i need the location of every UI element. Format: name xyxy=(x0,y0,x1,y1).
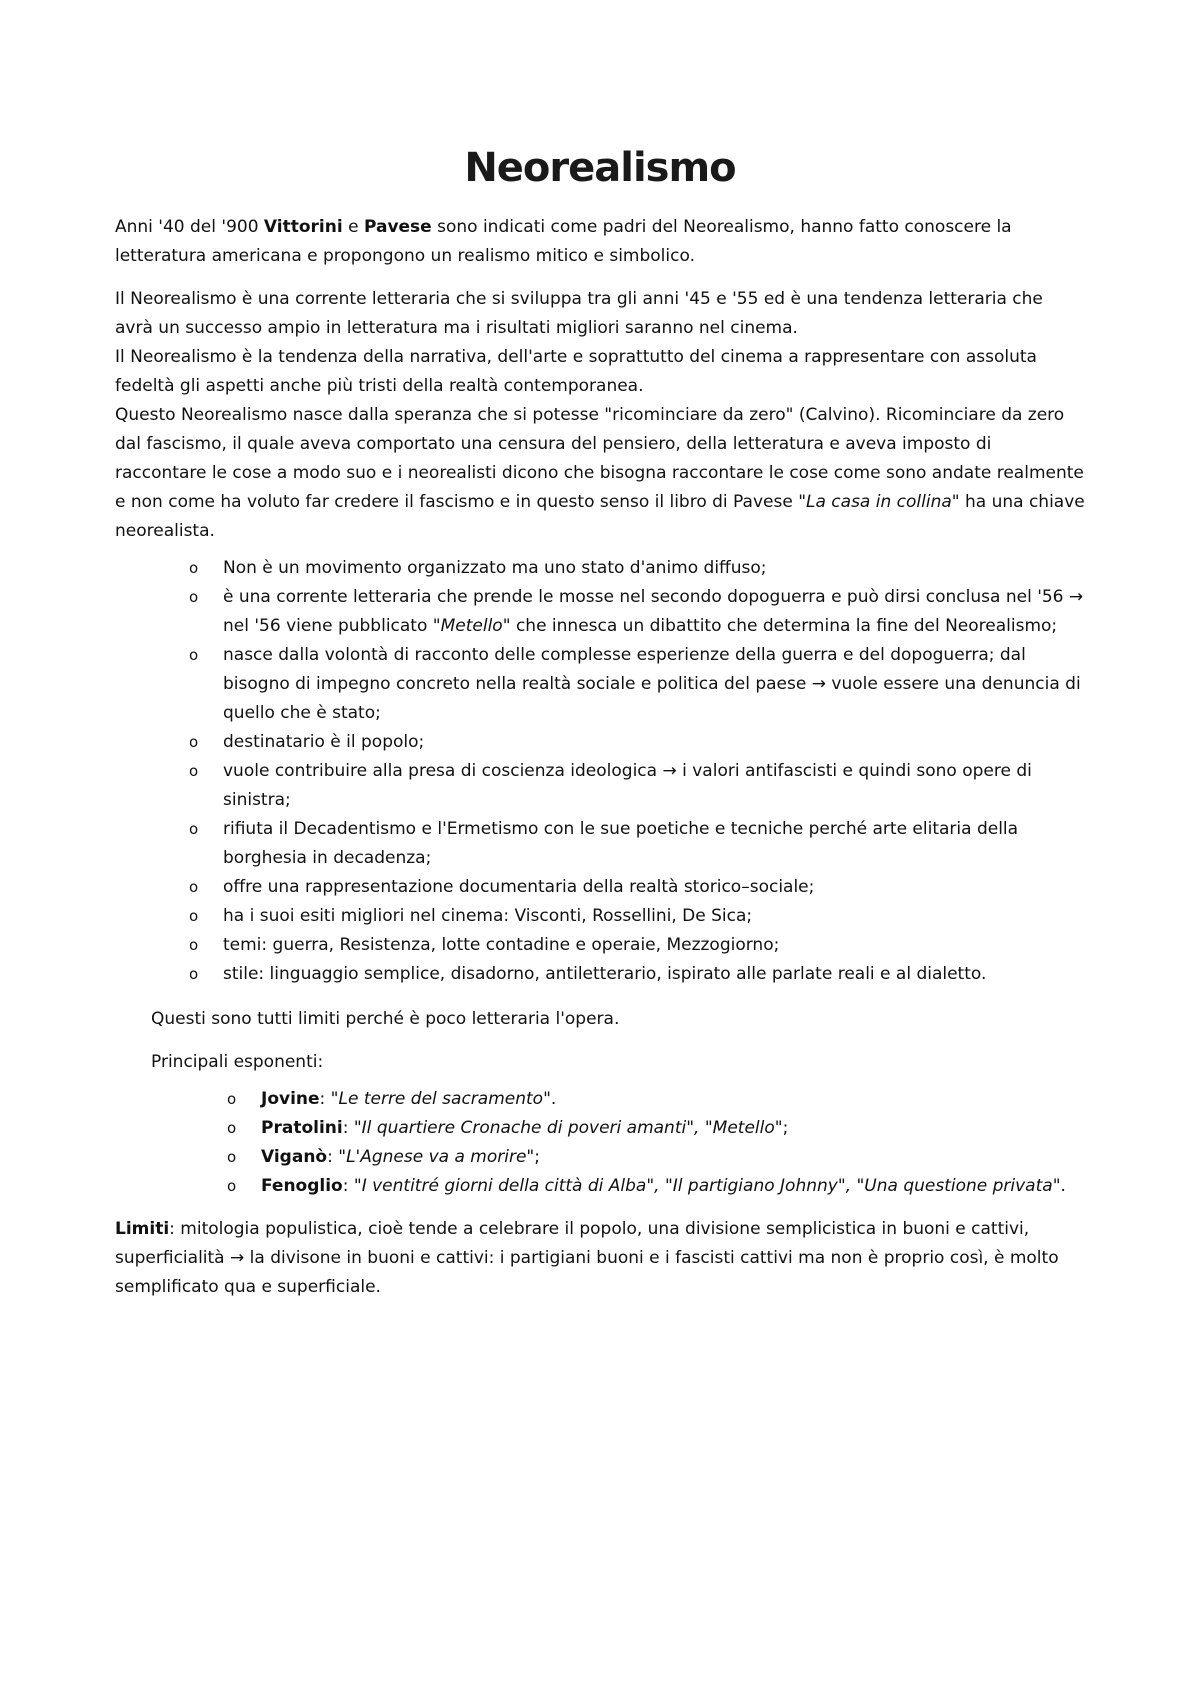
document-page xyxy=(115,145,1085,1302)
bullet-marker: o xyxy=(189,559,199,577)
list-item-text: Non è un movimento organizzato ma uno stato d'animo diffuso; xyxy=(223,558,767,578)
author-sep: : " xyxy=(327,1147,347,1167)
page-title: Neorealismo xyxy=(464,145,736,191)
author-sep: : " xyxy=(342,1118,362,1138)
list-item xyxy=(189,873,1085,902)
list-item-text: temi: guerra, Resistenza, lotte contadine e operaie, Mezzogiorno; xyxy=(223,935,780,955)
bullet-marker: o xyxy=(189,820,199,838)
author-end: "; xyxy=(774,1118,789,1138)
author-name: Viganò xyxy=(261,1147,328,1167)
author-name: Jovine xyxy=(261,1089,320,1109)
bullet-marker: o xyxy=(189,878,199,896)
limits-text: : mitologia populistica, cioè tende a celebrare il popolo, una divisione semplicistica in buoni e cattivi, superficialità → la divisone in buoni e cattivi: i partigiani buoni e i fascisti cattivi ma non è proprio così, è molto semplificato qua e superficiale. xyxy=(115,1219,1059,1297)
bullet-marker: o xyxy=(189,733,199,751)
list-item-text: vuole contribuire alla presa di coscienza ideologica → i valori antifascisti e quindi sono opere di sinistra; xyxy=(223,761,1032,810)
author-pavese: Pavese xyxy=(363,217,432,237)
author-name: Fenoglio xyxy=(261,1176,343,1196)
list-item-text: destinatario è il popolo; xyxy=(223,732,425,752)
author-end: ". xyxy=(543,1089,557,1109)
author-sep: : " xyxy=(342,1176,362,1196)
list-item xyxy=(189,757,1085,815)
list-item-text: ha i suoi esiti migliori nel cinema: Visconti, Rossellini, De Sica; xyxy=(223,906,753,926)
list-item-text: stile: linguaggio semplice, disadorno, antiletterario, ispirato alle parlate reali e al dialetto. xyxy=(223,964,987,984)
author-vittorini: Vittorini xyxy=(263,217,343,237)
author-name: Pratolini xyxy=(261,1118,343,1138)
author-end: "; xyxy=(526,1147,540,1167)
bullet-marker: o xyxy=(227,1090,237,1108)
list-item-text: offre una rappresentazione documentaria della realtà storico–sociale; xyxy=(223,877,815,897)
list-item-text: nasce dalla volontà di racconto delle complesse esperienze della guerra e del dopoguerra; dal bisogno di impegno concreto nella realtà sociale e politica del paese → vuole essere una denuncia di quello che è stato; xyxy=(223,645,1081,723)
list-item-text: rifiuta il Decadentismo e l'Ermetismo con le sue poetiche e tecniche perché arte elitaria della borghesia in decadenza; xyxy=(223,819,1019,868)
author-works: Le terre del sacramento xyxy=(338,1089,544,1109)
bullet-marker: o xyxy=(189,907,199,925)
list-item xyxy=(189,960,1085,989)
list-item xyxy=(189,583,1085,641)
bullet-marker: o xyxy=(189,646,199,664)
list-item xyxy=(189,641,1085,728)
intro-paragraph xyxy=(115,213,1085,271)
list-item xyxy=(189,931,1085,960)
bullet-marker: o xyxy=(189,762,199,780)
author-sep: : " xyxy=(319,1089,339,1109)
body-line-2: Il Neorealismo è la tendenza della narrativa, dell'arte e soprattutto del cinema a rappresentare con assoluta fedeltà gli aspetti anche più tristi della realtà contemporanea. xyxy=(115,347,1037,396)
author-item xyxy=(227,1085,1085,1114)
authors-list xyxy=(115,1085,1085,1201)
intro-text: sono indicati come padri del Neorealismo, hanno fatto conoscere la letteratura americana e propongono un realismo mitico e simbolico. xyxy=(115,217,1012,266)
author-item xyxy=(227,1172,1085,1201)
author-works: I ventitré giorni della città di Alba", "Il partigiano Johnny", "Una questione privata xyxy=(361,1176,1053,1196)
list-item xyxy=(189,728,1085,757)
bullet-marker: o xyxy=(227,1177,237,1195)
intro-text: Anni '40 del '900 xyxy=(115,217,264,237)
limits-label: Limiti xyxy=(115,1219,170,1239)
body-text: Questo Neorealismo nasce dalla speranza che si potesse "ricominciare da zero" (Calvino). Ricominciare da zero dal fascismo, il quale aveva comportato una censura del pensiero, della letteratura e aveva imposto di raccontare le cose a modo suo e i neorealisti dicono che bisogna raccontare le cose come sono andate realmente e non come ha voluto far credere il fascismo e in questo senso il libro di Pavese " xyxy=(115,405,1084,512)
book-title: La casa in collina xyxy=(806,492,952,512)
bullet-marker: o xyxy=(189,936,199,954)
exponents-label: Principali esponenti: xyxy=(151,1052,324,1072)
bullet-marker: o xyxy=(227,1119,237,1137)
limits-paragraph xyxy=(115,1215,1085,1302)
list-item xyxy=(189,902,1085,931)
bullet-marker: o xyxy=(227,1148,237,1166)
author-item xyxy=(227,1114,1085,1143)
bullet-marker: o xyxy=(189,965,199,983)
author-item xyxy=(227,1143,1085,1172)
book-title: Metello xyxy=(440,616,503,636)
characteristics-list xyxy=(115,554,1085,989)
body-line-3 xyxy=(115,401,1085,546)
list-item-text: è una corrente letteraria che prende le mosse nel secondo dopoguerra e può dirsi conclusa nel '56 → nel '56 viene pubblicato " xyxy=(223,587,1084,636)
list-item xyxy=(189,815,1085,873)
body-line-1: Il Neorealismo è una corrente letteraria che si sviluppa tra gli anni '45 e '55 ed è una tendenza letteraria che avrà un successo ampio in letteratura ma i risultati migliori saranno nel cinema. xyxy=(115,289,1043,338)
author-works: Il quartiere Cronache di poveri amanti", "Metello xyxy=(361,1118,775,1138)
limits-note: Questi sono tutti limiti perché è poco letteraria l'opera. xyxy=(151,1009,620,1029)
list-item-text: " che innesca un dibattito che determina la fine del Neorealismo; xyxy=(502,616,1058,636)
author-end: ". xyxy=(1052,1176,1066,1196)
bullet-marker: o xyxy=(189,588,199,606)
intro-text: e xyxy=(342,217,364,237)
body-text: " ha una chiave neorealista. xyxy=(115,492,1085,541)
list-item xyxy=(189,554,1085,583)
author-works: L'Agnese va a morire xyxy=(346,1147,527,1167)
